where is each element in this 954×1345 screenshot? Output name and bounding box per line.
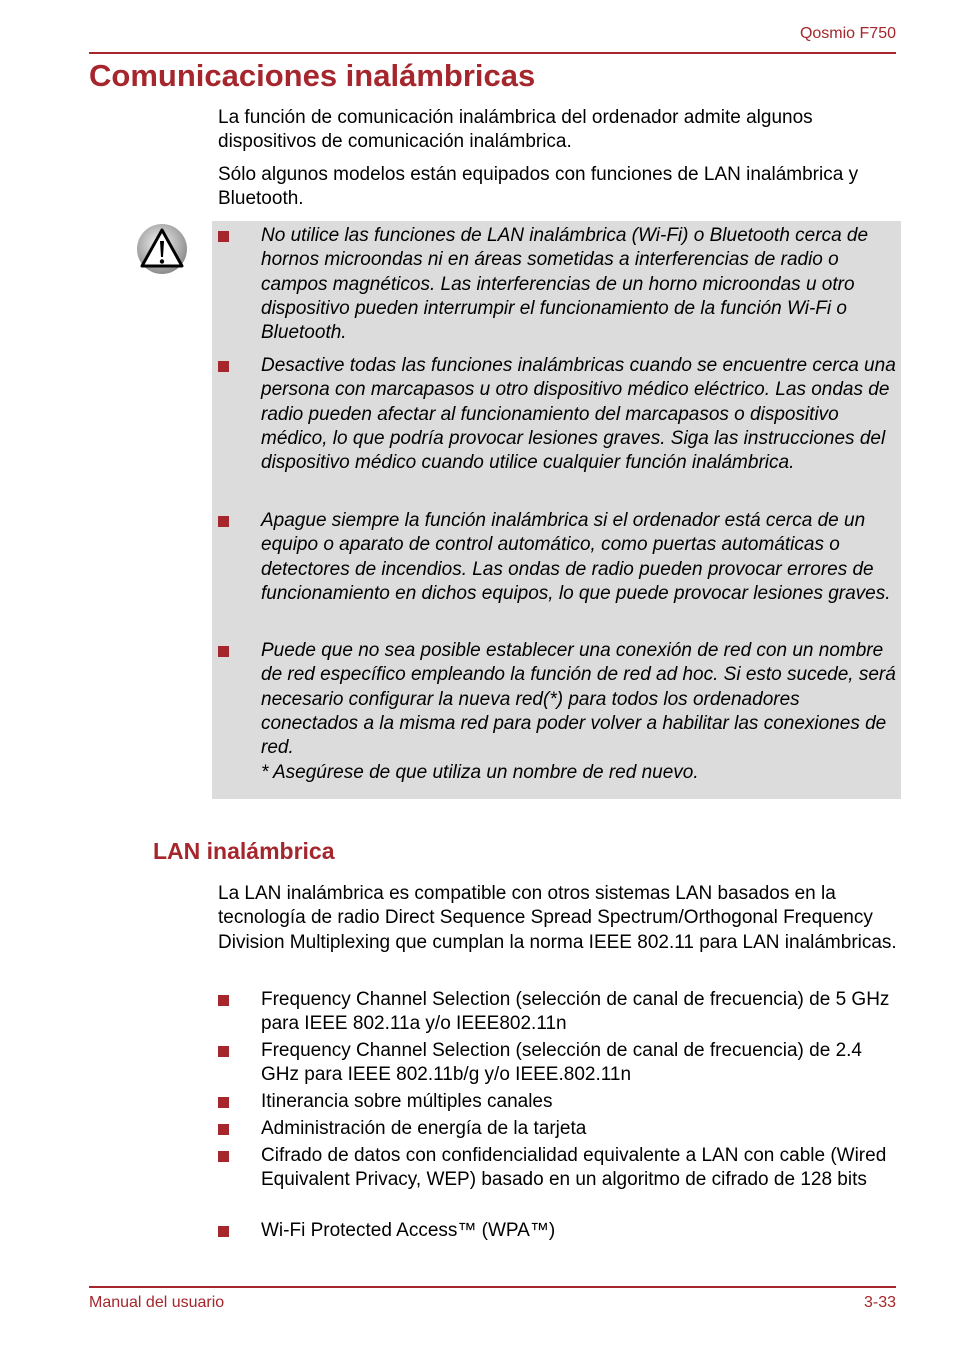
warning-item-text: Apague siempre la función inalámbrica si el ordenador está cerca de un equipo o aparato de control automático, como puertas automáticas o detectores de incendios. Las ondas de radio pueden provocar errores de funcionamiento en dichos equipos, lo que puede provocar lesiones graves. (261, 510, 891, 604)
feature-item-text: Itinerancia sobre múltiples canales (261, 1091, 553, 1112)
footer-manual-title: Manual del usuario (89, 1294, 225, 1311)
warning-item-text: Puede que no sea posible establecer una conexión de red con un nombre de red específico empleando la función de red ad hoc. Si esto sucede, será necesario configurar la nueva red(*) para todos los ordenadores conectados a la misma red para poder volver a habilitar las conexiones de red. (261, 640, 896, 759)
bullet-square (218, 1226, 229, 1237)
feature-item-text: Frequency Channel Selection (selección de canal de frecuencia) de 2.4 GHz para IEEE 802.11b/g y/o IEEE.802.11n (261, 1040, 862, 1086)
section-heading: LAN inalámbrica (153, 838, 335, 864)
feature-item-text: Administración de energía de la tarjeta (261, 1118, 587, 1139)
bullet-square (218, 1151, 229, 1162)
header-rule (89, 52, 896, 54)
feature-item-text: Cifrado de datos con confidencialidad equivalente a LAN con cable (Wired Equivalent Privacy, WEP) basado en un algoritmo de cifrado de 128 bits (261, 1145, 887, 1191)
intro-paragraph: La función de comunicación inalámbrica del ordenador admite algunos dispositivos de comunicación inalámbrica. (218, 107, 813, 153)
warning-item-text: No utilice las funciones de LAN inalámbrica (Wi-Fi) o Bluetooth cerca de hornos microondas ni en áreas sometidas a interferencias de radio o campos magnéticos. Las interferencias de un horno microondas u otro dispositivo pueden interrumpir el funcionamiento de la función Wi-Fi o Bluetooth. (261, 225, 869, 344)
page-title: Comunicaciones inalámbricas (89, 58, 536, 93)
page-number: 3-33 (863, 1294, 896, 1311)
footer-rule (89, 1286, 896, 1288)
warning-footnote: * Asegúrese de que utiliza un nombre de red nuevo. (261, 762, 699, 783)
feature-item-text: Wi-Fi Protected Access™ (WPA™) (261, 1220, 556, 1241)
lan-description: La LAN inalámbrica es compatible con otros sistemas LAN basados en la tecnología de radio Direct Sequence Spread Spectrum/Orthogonal Frequency Division Multiplexing que cumplan la norma IEEE 802.11 para LAN inalámbricas. (218, 883, 897, 953)
bullet-square (218, 1097, 229, 1108)
bullet-square (218, 1124, 229, 1135)
warning-item-text: Desactive todas las funciones inalámbricas cuando se encuentre cerca una persona con marcapasos u otro dispositivo médico eléctrico. Las ondas de radio pueden afectar al funcionamiento del marcapasos o dispositivo médico, lo que podría provocar lesiones graves. Siga las instrucciones del dispositivo médico cuando utilice cualquier función inalámbrica. (261, 355, 896, 474)
feature-item-text: Frequency Channel Selection (selección de canal de frecuencia) de 5 GHz para IEEE 802.11a y/o IEEE802.11n (261, 989, 890, 1035)
bullet-square (218, 231, 229, 242)
bullet-square (218, 361, 229, 372)
warning-triangle-icon (135, 222, 189, 276)
bullet-square (218, 995, 229, 1006)
intro-paragraph: Sólo algunos modelos están equipados con funciones de LAN inalámbrica y Bluetooth. (218, 164, 859, 210)
bullet-square (218, 516, 229, 527)
document-model: Qosmio F750 (799, 25, 896, 42)
bullet-square (218, 646, 229, 657)
bullet-square (218, 1046, 229, 1057)
